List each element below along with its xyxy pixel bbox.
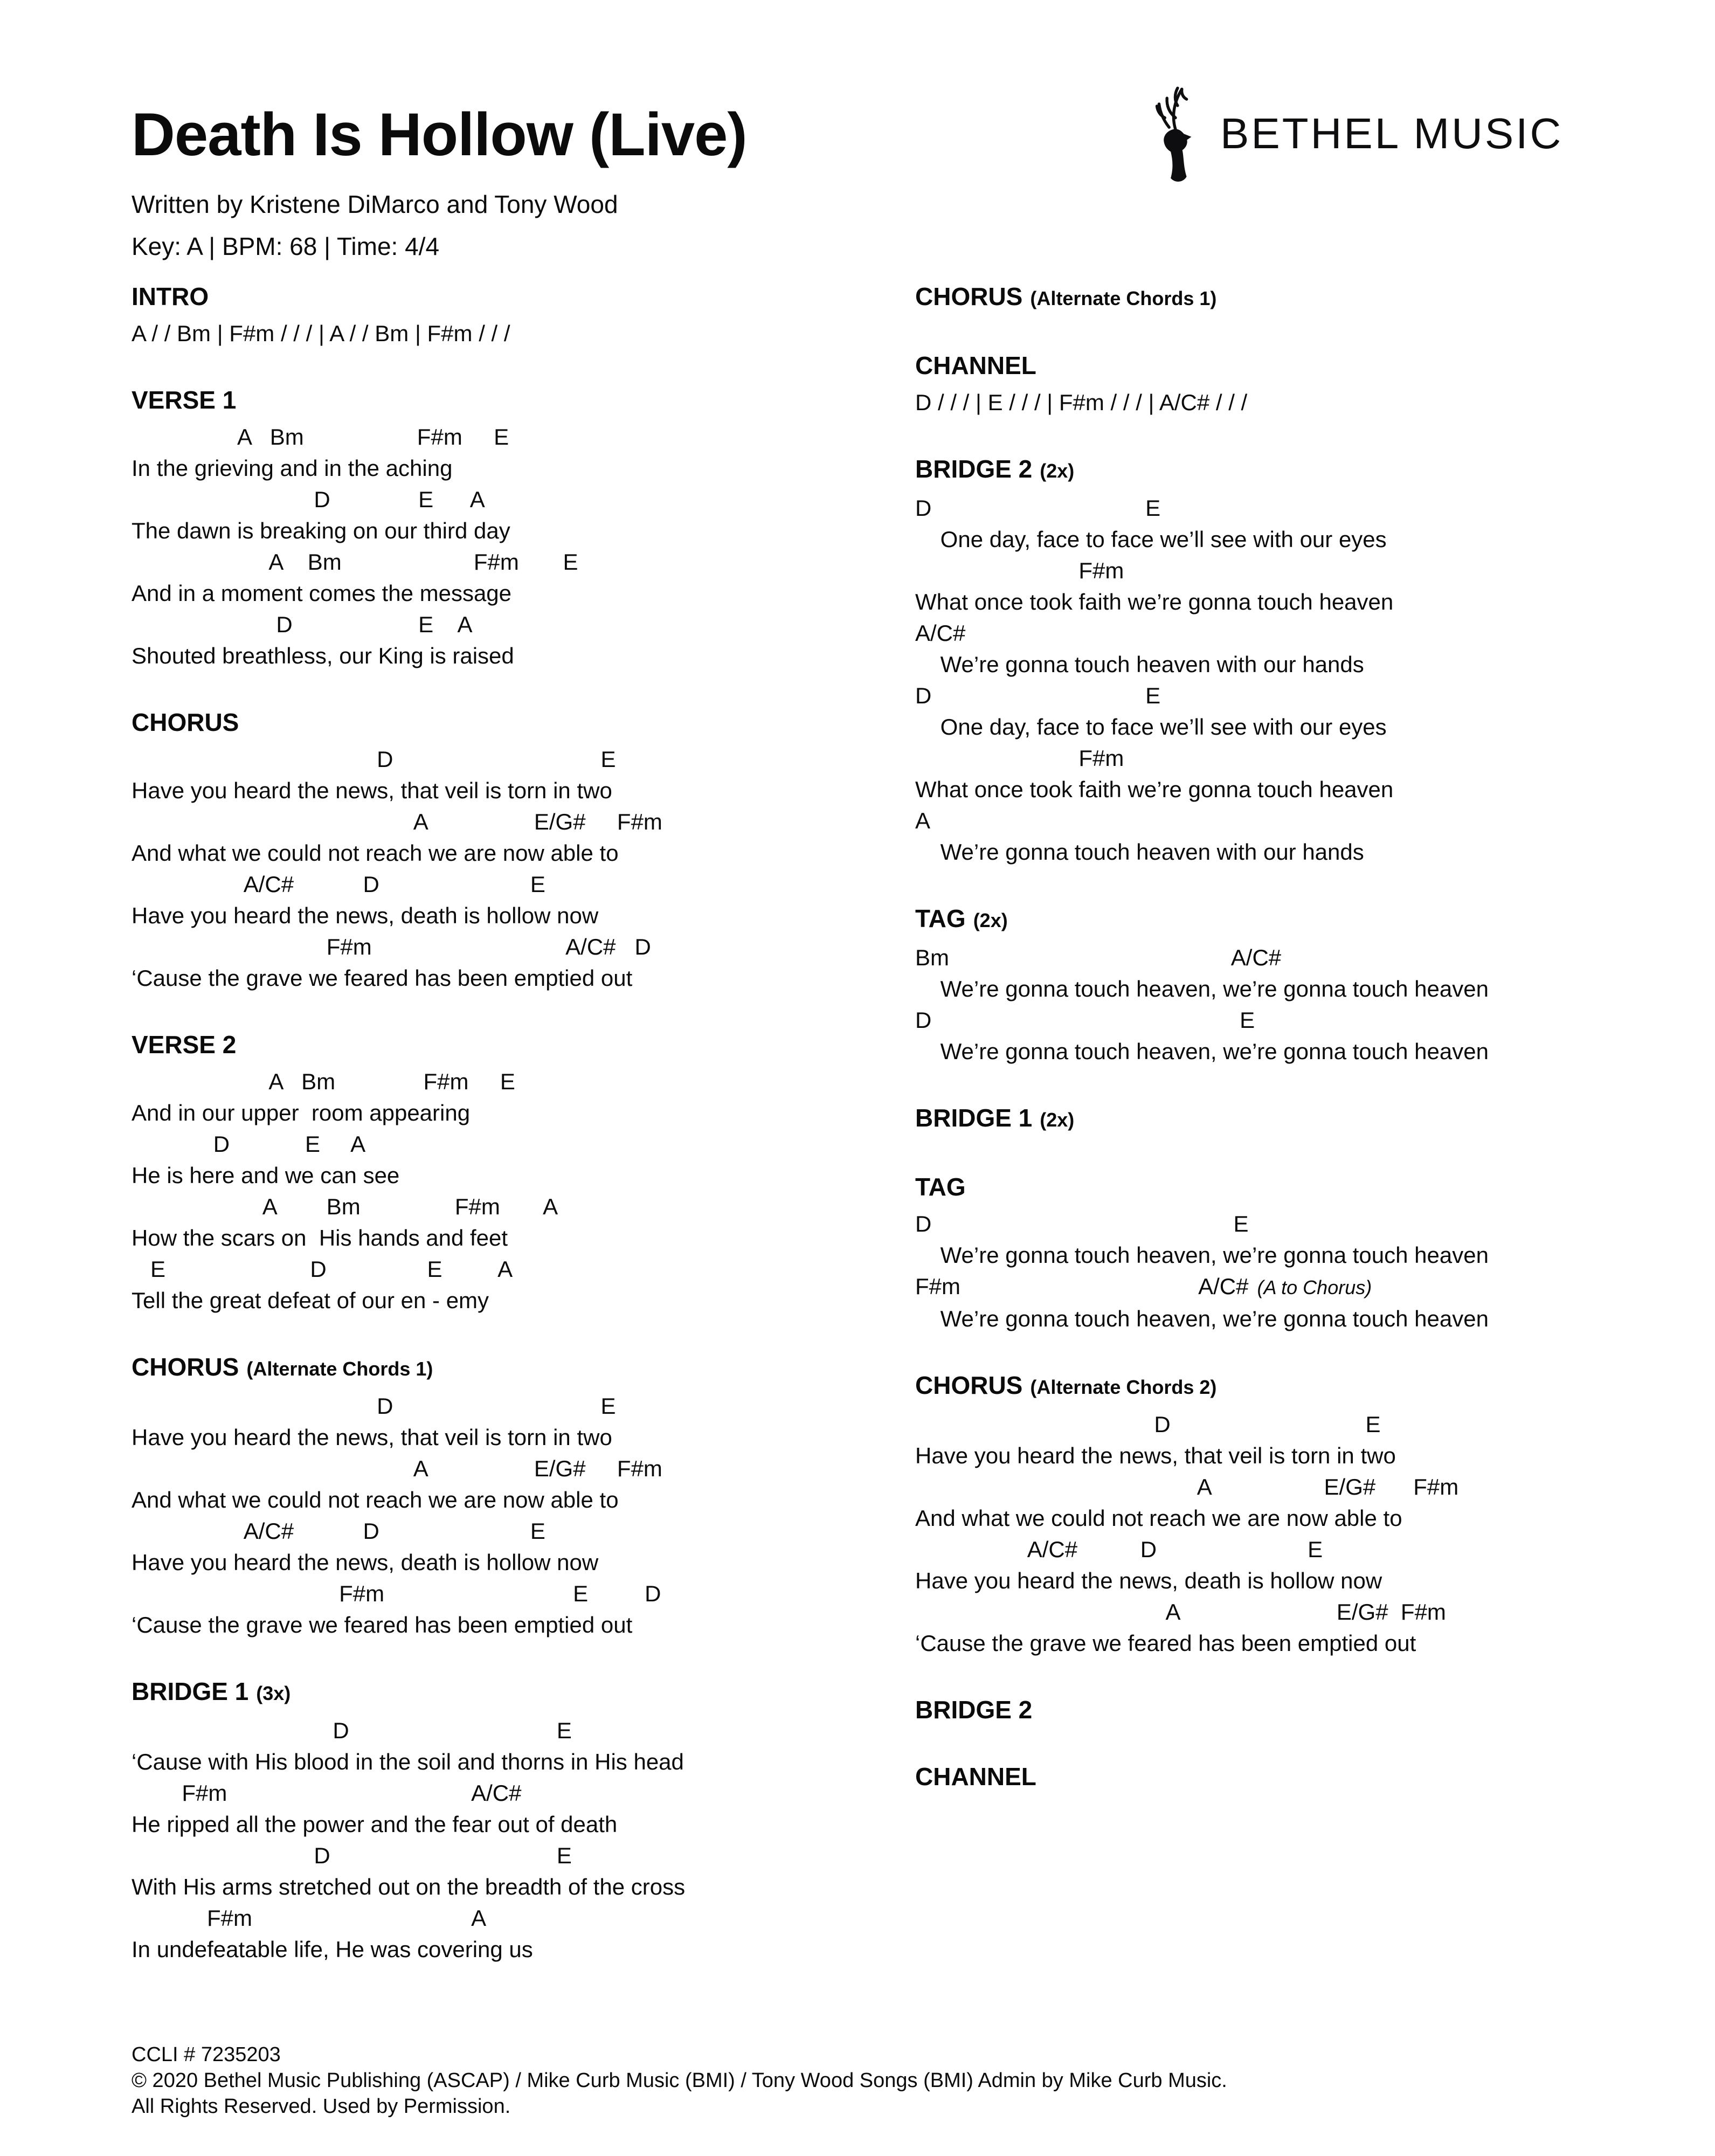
byline: Written by Kristene DiMarco and Tony Wood (132, 190, 618, 218)
lyric-line: The dawn is breaking on our third day (132, 518, 510, 543)
section-heading (915, 1694, 1713, 1726)
section-heading (132, 1028, 886, 1061)
section-bridge-1-2x-ref (915, 1102, 1713, 1136)
lyric-line: We’re gonna touch heaven, we’re gonna touch heaven (915, 1306, 1489, 1331)
section-heading (132, 706, 886, 738)
chord-line: A Bm F#m A (132, 1194, 558, 1219)
section-heading (915, 1102, 1713, 1136)
copyright-line: © 2020 Bethel Music Publishing (ASCAP) / Mike Curb Music (BMI) / Tony Wood Songs (BMI) Admin by Mike Curb Music. (132, 2069, 1227, 2092)
section-chorus-alt1-ref (915, 280, 1713, 315)
lyric-line: Tell the great defeat of our en - emy (132, 1288, 489, 1313)
chord-line: D E (915, 1412, 1381, 1437)
section-intro (132, 280, 886, 349)
section-heading-suffix: (2x) (973, 909, 1008, 931)
section-chorus-alt2 (915, 1369, 1713, 1659)
lyric-line: And in our upper room appearing (132, 1100, 471, 1125)
chord-line (915, 1271, 1713, 1303)
section-chorus-alt1 (132, 1351, 886, 1641)
ccli-line: CCLI # 7235203 (132, 2043, 281, 2066)
chord-line: F#m (915, 745, 1124, 771)
section-heading-label: CHANNEL (915, 351, 1036, 379)
section-heading-label: BRIDGE 2 (915, 455, 1033, 483)
left-column (132, 280, 886, 1965)
lyric-line: With His arms stretched out on the breadth of the cross (132, 1874, 686, 1899)
chord-line: F#m A/C# D (132, 934, 651, 959)
section-heading-label: CHORUS (132, 708, 239, 736)
section-channel-ref (915, 1760, 1713, 1793)
section-heading (915, 1369, 1713, 1404)
chord-line: D E (915, 1211, 1249, 1236)
lyric-line: We’re gonna touch heaven with our hands (915, 839, 1364, 865)
section-bridge-1-3x (132, 1675, 886, 1965)
lyric-line: And what we could not reach we are now able to (132, 840, 619, 866)
page-title: Death Is Hollow (Live) (132, 101, 747, 168)
chord-line: A/C# D E (915, 1537, 1323, 1562)
right-column (915, 280, 1713, 1798)
section-heading-suffix: (3x) (256, 1682, 291, 1704)
lyric-line: And in a moment comes the message (132, 581, 512, 606)
section-heading-label: VERSE 2 (132, 1031, 237, 1059)
chord-annotation: (A to Chorus) (1257, 1276, 1372, 1298)
lyric-line: Have you heard the news, that veil is torn in two (132, 1425, 612, 1450)
section-heading-label: VERSE 1 (132, 386, 237, 414)
chord-line: D E (132, 1718, 572, 1743)
section-heading (915, 1171, 1713, 1203)
chord-line: D E A (132, 487, 485, 512)
chord-line: F#m E D (132, 1581, 661, 1606)
section-heading-suffix: (2x) (1040, 460, 1075, 482)
lyric-line: We’re gonna touch heaven, we’re gonna touch heaven (915, 976, 1489, 1001)
section-heading-suffix: (Alternate Chords 1) (1030, 287, 1217, 309)
chord-line: D E (915, 683, 1161, 708)
section-heading-suffix: (Alternate Chords 1) (246, 1358, 433, 1380)
lyric-line: In the grieving and in the aching (132, 455, 453, 481)
chord-line: A/C# (915, 620, 966, 646)
lyric-line: What once took faith we’re gonna touch heaven (915, 589, 1394, 614)
section-verse-1 (132, 384, 886, 672)
chord-line: F#m A/C# (132, 1780, 522, 1806)
chord-line: D E (915, 1007, 1255, 1033)
section-heading-label: CHORUS (915, 1371, 1023, 1399)
section-heading-label: TAG (915, 904, 966, 932)
section-chorus (132, 706, 886, 994)
chord-line: E D E A (132, 1256, 513, 1282)
chord-line: D E (132, 1393, 616, 1419)
chord-line: D E (132, 1843, 572, 1868)
section-heading (132, 1675, 886, 1710)
section-heading-label: CHANNEL (915, 1763, 1036, 1791)
section-heading-label: BRIDGE 1 (132, 1677, 249, 1705)
key-bpm-time-line: Key: A | BPM: 68 | Time: 4/4 (132, 232, 440, 260)
chord-line: A / / Bm | F#m / / / | A / / Bm | F#m / / / (132, 321, 510, 346)
section-heading-label: INTRO (132, 282, 209, 310)
section-heading (915, 453, 1713, 487)
chord-line: D E (915, 495, 1161, 521)
chord-line: A Bm F#m E (132, 1069, 515, 1094)
lyric-line: Shouted breathless, our King is raised (132, 643, 514, 668)
chord-line: D / / / | E / / / | F#m / / / | A/C# / / / (915, 390, 1248, 415)
lyric-line: ‘Cause the grave we feared has been emptied out (132, 965, 633, 991)
lyric-line: He ripped all the power and the fear out of death (132, 1812, 618, 1837)
lyric-line: ‘Cause the grave we feared has been emptied out (915, 1630, 1416, 1656)
section-channel (915, 349, 1713, 418)
section-heading-label: BRIDGE 1 (915, 1104, 1033, 1132)
deer-stag-icon (1143, 80, 1206, 188)
chord-line: A/C# D E (132, 872, 545, 897)
lyric-line: ‘Cause the grave we feared has been emptied out (132, 1612, 633, 1637)
lyric-line: He is here and we can see (132, 1163, 400, 1188)
lyric-line: Have you heard the news, that veil is torn in two (132, 778, 612, 803)
lyric-line: And what we could not reach we are now able to (132, 1487, 619, 1512)
section-heading-label: CHORUS (915, 282, 1023, 310)
section-tag-2x (915, 902, 1713, 1067)
chord-line: D E A (132, 1131, 366, 1157)
section-heading-suffix: (2x) (1040, 1109, 1075, 1131)
chord-line: F#m A (132, 1905, 487, 1931)
chord-line: A Bm F#m E (132, 424, 509, 450)
rights-line: All Rights Reserved. Used by Permission. (132, 2095, 511, 2118)
section-heading-label: TAG (915, 1173, 966, 1201)
section-heading (915, 902, 1713, 937)
section-tag (915, 1171, 1713, 1335)
lyric-line: One day, face to face we’ll see with our eyes (915, 714, 1387, 740)
chord-line: Bm A/C# (915, 945, 1282, 970)
chord-line: A/C# D E (132, 1518, 545, 1544)
lyric-line: One day, face to face we’ll see with our eyes (915, 527, 1387, 552)
section-heading-label: BRIDGE 2 (915, 1696, 1033, 1724)
section-heading (132, 384, 886, 416)
footer (132, 2042, 1227, 2119)
chord-line: F#m (915, 558, 1124, 583)
chord-line: A E/G# F#m (132, 809, 662, 834)
section-verse-2 (132, 1028, 886, 1316)
section-heading (915, 280, 1713, 315)
lyric-line: ‘Cause with His blood in the soil and thorns in His head (132, 1749, 684, 1774)
chord-line: A E/G# F#m (915, 1599, 1446, 1625)
lyric-line: And what we could not reach we are now able to (915, 1505, 1402, 1531)
lyric-line: We’re gonna touch heaven, we’re gonna touch heaven (915, 1242, 1489, 1268)
section-heading (132, 1351, 886, 1385)
lyric-line: What once took faith we’re gonna touch heaven (915, 777, 1394, 802)
chord-line: A E/G# F#m (132, 1456, 662, 1481)
chord-text: F#m A/C# (915, 1274, 1249, 1299)
lyric-line: Have you heard the news, that veil is torn in two (915, 1443, 1396, 1468)
section-heading-label: CHORUS (132, 1353, 239, 1381)
bethel-music-logo (1143, 80, 1563, 188)
lyric-line: We’re gonna touch heaven with our hands (915, 652, 1364, 677)
chord-line: A E/G# F#m (915, 1474, 1459, 1499)
lyric-line: Have you heard the news, death is hollow now (132, 1550, 599, 1575)
lyric-line: We’re gonna touch heaven, we’re gonna touch heaven (915, 1039, 1489, 1064)
section-heading-suffix: (Alternate Chords 2) (1030, 1376, 1217, 1398)
chord-line: A (915, 808, 931, 833)
section-heading (132, 280, 886, 313)
lyric-line: Have you heard the news, death is hollow now (915, 1568, 1382, 1593)
section-heading (915, 1760, 1713, 1793)
lyric-line: In undefeatable life, He was covering us (132, 1937, 533, 1962)
lyric-line: Have you heard the news, death is hollow now (132, 903, 599, 928)
section-heading (915, 349, 1713, 382)
lyric-line: How the scars on His hands and feet (132, 1225, 508, 1250)
chord-line: D E A (132, 612, 473, 637)
chord-line: A Bm F#m E (132, 549, 578, 575)
chord-line: D E (132, 747, 616, 772)
section-bridge-2-2x (915, 453, 1713, 868)
logo-wordmark: BETHEL MUSIC (1220, 109, 1564, 157)
section-bridge-2-ref (915, 1694, 1713, 1726)
